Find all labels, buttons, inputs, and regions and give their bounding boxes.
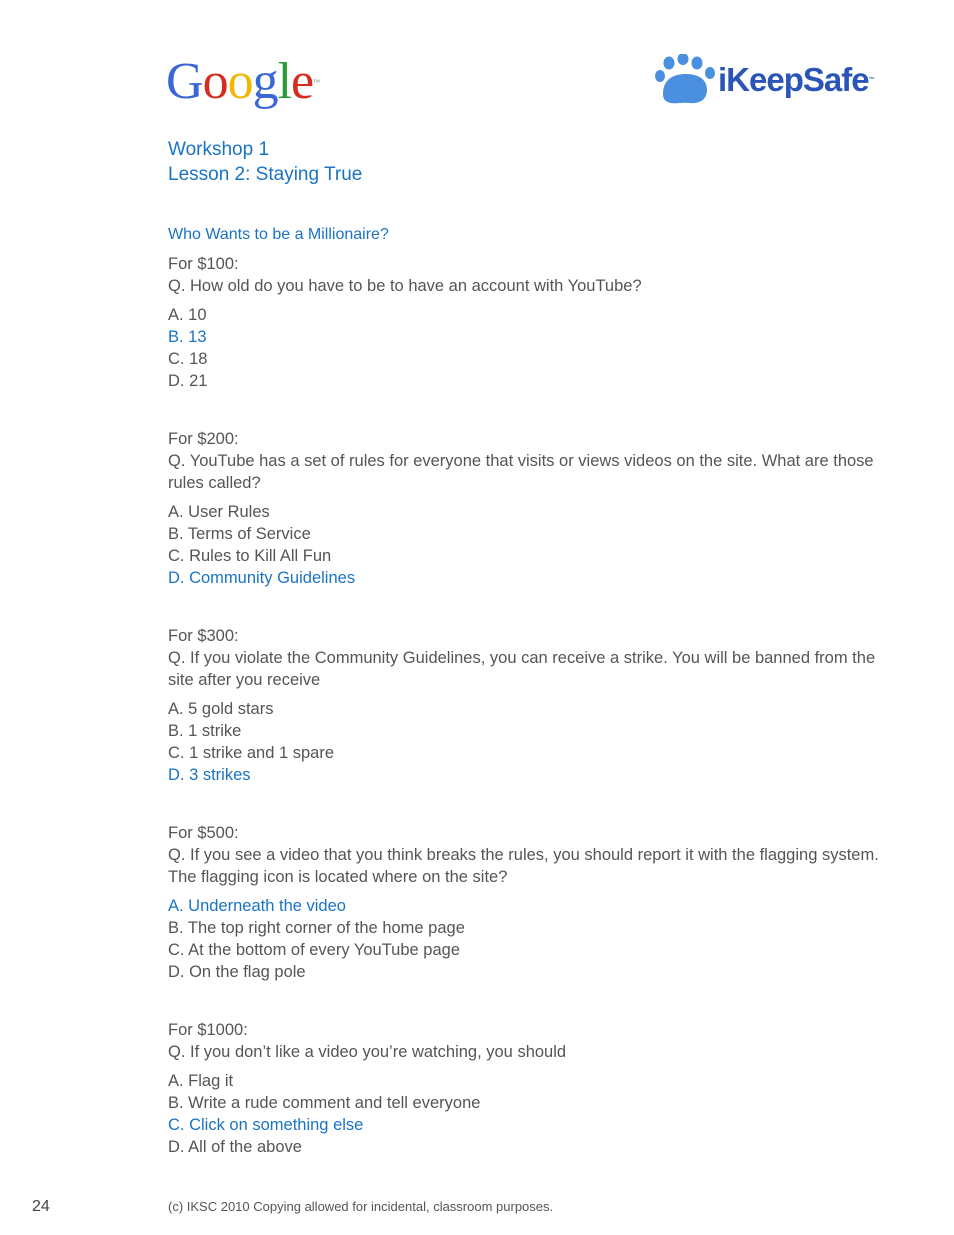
question-text: Q. If you don’t like a video you’re watching, you should <box>168 1043 567 1061</box>
copyright-footer: (c) IKSC 2010 Copying allowed for incidental, classroom purposes. <box>168 1199 554 1214</box>
correct-answer-option: C. Click on something else <box>168 1116 364 1134</box>
question-text: Q. YouTube has a set of rules for everyone that visits or views videos on the site. What are those rules called? <box>168 452 874 492</box>
answer-option: B. Write a rude comment and tell everyone <box>168 1094 481 1112</box>
answer-option: C. 18 <box>168 350 208 368</box>
lesson-heading <box>168 137 362 187</box>
question-prize: For $500: <box>168 824 239 842</box>
question-text: Q. If you violate the Community Guidelines, you can receive a strike. You will be banned from the site after you receive <box>168 649 876 689</box>
answer-list <box>168 1070 888 1158</box>
google-logo: Google™ <box>166 53 320 110</box>
answer-option: A. User Rules <box>168 503 270 521</box>
question-200 <box>168 428 888 589</box>
question-text: Q. How old do you have to be to have an account with YouTube? <box>168 277 642 295</box>
answer-option: C. 1 strike and 1 spare <box>168 744 334 762</box>
section-title: Who Wants to be a Millionaire? <box>168 226 389 243</box>
paw-icon <box>655 54 717 106</box>
answer-option: D. On the flag pole <box>168 963 306 981</box>
ikeepsafe-logo <box>655 54 891 106</box>
correct-answer-option: B. 13 <box>168 328 207 346</box>
answer-option: B. 1 strike <box>168 722 242 740</box>
answer-option: C. At the bottom of every YouTube page <box>168 941 461 959</box>
answer-list <box>168 895 888 983</box>
question-text: Q. If you see a video that you think breaks the rules, you should report it with the flagging system. The flagging icon is located where on the site? <box>168 846 879 886</box>
quiz-content <box>168 253 888 1158</box>
answer-list <box>168 304 888 392</box>
ikeepsafe-wordmark: iKeepSafe™ <box>718 61 875 98</box>
question-prize: For $300: <box>168 627 239 645</box>
workshop-title: Workshop 1 <box>168 139 270 160</box>
answer-list <box>168 698 888 786</box>
question-prize: For $100: <box>168 255 239 273</box>
answer-option: B. The top right corner of the home page <box>168 919 465 937</box>
correct-answer-option: A. Underneath the video <box>168 897 346 915</box>
answer-option: A. Flag it <box>168 1072 234 1090</box>
correct-answer-option: D. Community Guidelines <box>168 569 356 587</box>
answer-list <box>168 501 888 589</box>
answer-option: B. Terms of Service <box>168 525 311 543</box>
page-number: 24 <box>32 1198 50 1215</box>
question-500 <box>168 822 888 983</box>
question-300 <box>168 625 888 786</box>
lesson-title: Lesson 2: Staying True <box>168 164 363 185</box>
answer-option: A. 5 gold stars <box>168 700 274 718</box>
question-100 <box>168 253 888 392</box>
answer-option: A. 10 <box>168 306 207 324</box>
google-tm-mark: ™ <box>313 78 320 86</box>
answer-option: D. 21 <box>168 372 208 390</box>
question-prize: For $200: <box>168 430 239 448</box>
question-prize: For $1000: <box>168 1021 248 1039</box>
correct-answer-option: D. 3 strikes <box>168 766 251 784</box>
answer-option: C. Rules to Kill All Fun <box>168 547 332 565</box>
answer-option: D. All of the above <box>168 1138 302 1156</box>
question-1000 <box>168 1019 888 1158</box>
ikeepsafe-tm-mark: ™ <box>868 77 875 83</box>
